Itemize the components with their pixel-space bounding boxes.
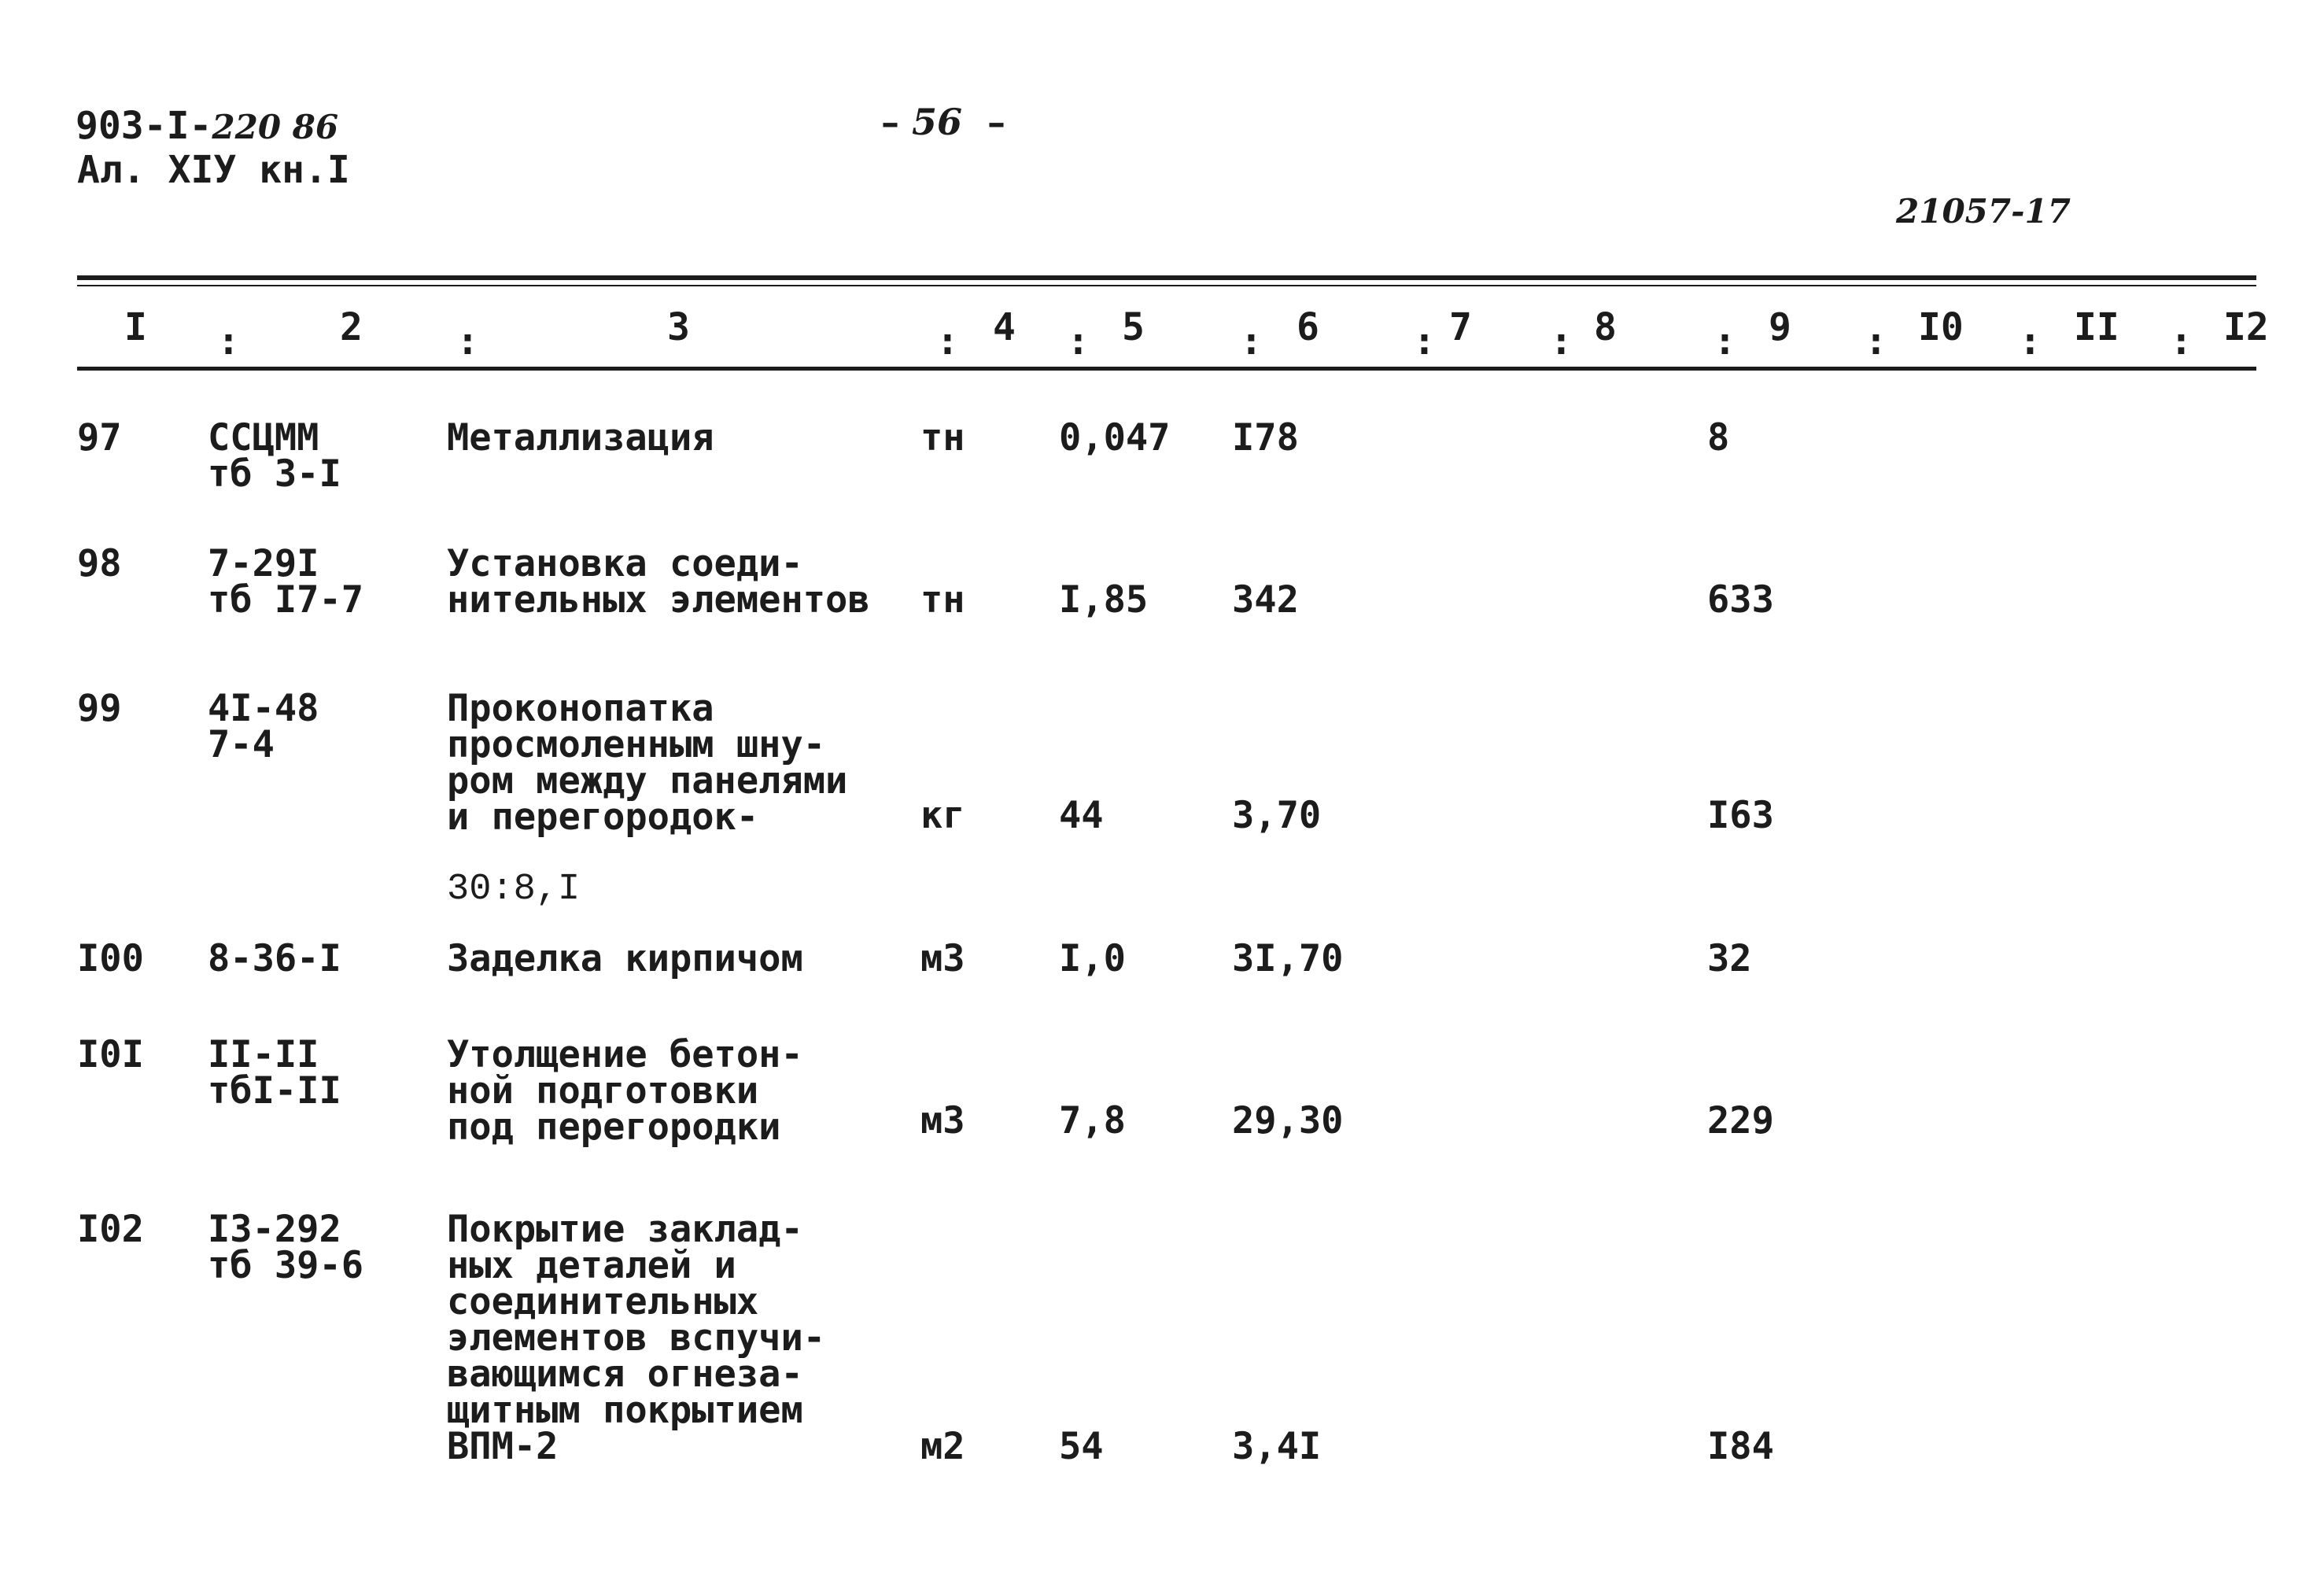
row-number: 99	[77, 687, 122, 730]
quantity: 7,8	[1059, 1099, 1126, 1142]
column-header-4: 4	[993, 305, 1016, 349]
document-code-printed: 903-I-	[76, 104, 212, 148]
row-number: 98	[77, 542, 122, 585]
table-top-rule	[77, 275, 2256, 280]
column-header-1: I	[124, 305, 147, 349]
quantity: I,85	[1059, 578, 1149, 622]
rate-code: ССЦММ тб 3-I	[208, 416, 341, 496]
unit: м3	[920, 937, 965, 980]
unit: кг	[920, 794, 965, 837]
total-cost: 32	[1707, 937, 1752, 980]
quantity: 0,047	[1059, 416, 1171, 459]
column-separator: :	[936, 319, 959, 364]
work-name: Покрытие заклад- ных деталей и соединительных элементов вспучи- вающимся огнеза- щитным покрытием ВПМ-2	[447, 1208, 826, 1468]
table-top-rule-thin	[77, 285, 2256, 286]
column-header-6: 6	[1297, 305, 1319, 349]
rate-code: 8-36-I	[208, 937, 341, 980]
column-header-12: I2	[2223, 305, 2269, 349]
column-header-7: 7	[1449, 305, 1472, 349]
row-number: I00	[77, 937, 144, 980]
column-header-10: I0	[1918, 305, 1964, 349]
column-header-3: 3	[667, 305, 690, 349]
column-separator: :	[1240, 319, 1263, 364]
column-separator: :	[456, 319, 479, 364]
quantity: I,0	[1059, 937, 1126, 980]
row-number: I02	[77, 1208, 144, 1251]
page-number: – 56 –	[881, 101, 1006, 143]
row-number: 97	[77, 416, 122, 459]
work-name: Проконопатка просмоленным шну- ром между панелями и перегородок-	[447, 687, 848, 839]
total-cost: 633	[1707, 578, 1774, 622]
rate-code: I3-292 тб 39-6	[208, 1208, 364, 1287]
unit-price: 342	[1232, 578, 1299, 622]
work-name: Заделка кирпичом	[447, 937, 803, 980]
column-header-2: 2	[340, 305, 363, 349]
column-separator: :	[1067, 319, 1090, 364]
column-separator: :	[1865, 319, 1887, 364]
total-cost: I84	[1707, 1425, 1774, 1468]
column-separator: :	[1713, 319, 1736, 364]
column-header-9: 9	[1769, 305, 1791, 349]
unit: м2	[920, 1425, 965, 1468]
column-header-8: 8	[1594, 305, 1617, 349]
unit: тн	[920, 578, 965, 622]
document-code-handwritten: 220 86	[212, 108, 339, 146]
rate-code: 7-29I тб I7-7	[208, 542, 364, 622]
total-cost: I63	[1707, 794, 1774, 837]
total-cost: 229	[1707, 1099, 1774, 1142]
rate-code: 4I-48 7-4	[208, 687, 319, 766]
column-separator: :	[2019, 319, 2042, 364]
document-code	[76, 104, 338, 148]
quantity: 54	[1059, 1425, 1104, 1468]
album-book-label: Ал. XIУ кн.I	[77, 148, 350, 192]
unit: м3	[920, 1099, 965, 1142]
row-number: I0I	[77, 1033, 144, 1076]
unit-price: 3I,70	[1232, 937, 1344, 980]
unit-price: 29,30	[1232, 1099, 1344, 1142]
column-separator: :	[2170, 319, 2193, 364]
inventory-number: 21057-17	[1896, 192, 2071, 231]
column-separator: :	[1413, 319, 1436, 364]
table-header-rule	[77, 367, 2256, 371]
work-name: Утолщение бетон- ной подготовки под перегородки	[447, 1033, 803, 1149]
row-note: 30:8,I	[447, 869, 581, 910]
unit-price: 3,70	[1232, 794, 1322, 837]
column-separator: :	[1550, 319, 1573, 364]
unit: тн	[920, 416, 965, 459]
unit-price: 3,4I	[1232, 1425, 1322, 1468]
column-header-5: 5	[1122, 305, 1145, 349]
rate-code: II-II тбI-II	[208, 1033, 341, 1113]
quantity: 44	[1059, 794, 1104, 837]
work-name: Установка соеди- нительных элементов	[447, 542, 870, 622]
column-separator: :	[217, 319, 240, 364]
column-header-11: II	[2074, 305, 2119, 349]
total-cost: 8	[1707, 416, 1730, 459]
unit-price: I78	[1232, 416, 1299, 459]
work-name: Металлизация	[447, 416, 714, 459]
